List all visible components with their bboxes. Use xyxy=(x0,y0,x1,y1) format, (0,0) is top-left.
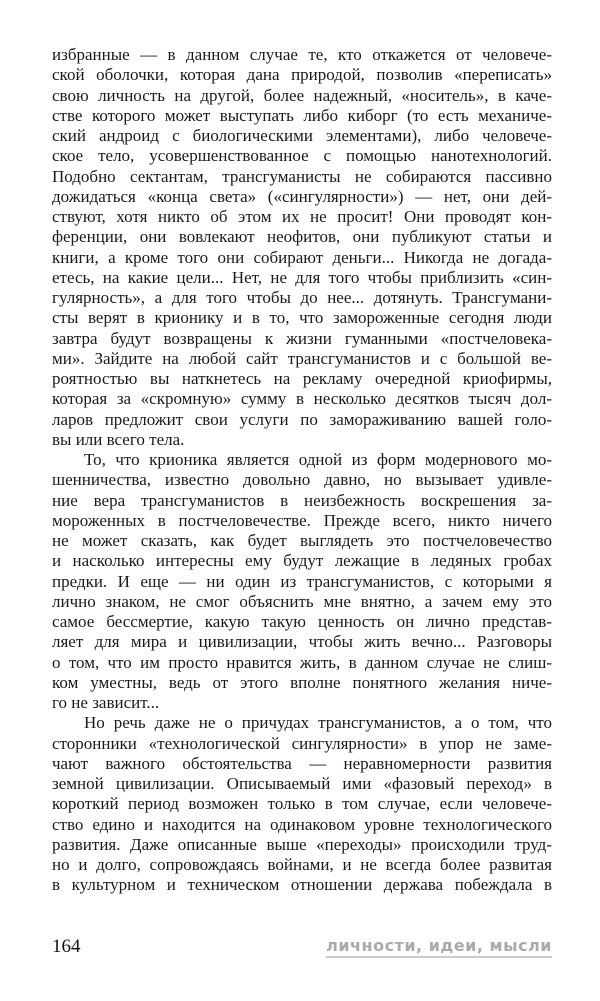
text-line: которая за «скромную» сумму в несколько десятков тысяч дол- xyxy=(52,389,552,409)
text-line: ский андроид с биологическими элементами), либо человече- xyxy=(52,126,552,145)
text-line: ское тело, усовершенствованное с помощью нанотехнологий. xyxy=(52,146,552,166)
text-line: ние вера трансгуманистов в неизбежность воскрешения за- xyxy=(52,490,552,510)
text-line: ской оболочки, которая дана природой, позволив «переписать» xyxy=(52,65,552,85)
text-line: завтра будут возвращены к жизни гуманными «постчеловека- xyxy=(52,328,552,348)
text-line: самое бессмертие, какую такую ценность он лично представ- xyxy=(52,612,552,631)
text-line: вы или всего тела. xyxy=(52,429,185,449)
text-line: Но речь даже не о причудах трансгуманистов, а о том, что xyxy=(84,713,552,733)
text-line: го не зависит... xyxy=(52,693,160,712)
running-title: личности, идеи, мысли xyxy=(326,936,552,958)
paragraph xyxy=(52,713,552,895)
text-line: ком уместны, ведь от этого вполне понятного желания ниче- xyxy=(52,672,552,692)
text-line: избранные — в данном случае те, кто откажется от человече- xyxy=(52,45,552,64)
paragraph xyxy=(52,45,552,450)
paragraph xyxy=(52,450,552,713)
text-line: и насколько интересны ему будут лежащие в ледяных гробах xyxy=(52,551,552,571)
text-line: шенничества, известно довольно давно, но вызывает удивле- xyxy=(52,470,552,490)
text-line: мороженных в постчеловечестве. Прежде всего, никто ничего xyxy=(52,510,552,530)
page-number: 164 xyxy=(52,936,81,957)
text-line: етесь, на какие цели... Нет, не для того чтобы приблизить «син- xyxy=(52,267,552,287)
text-line: ми». Зайдите на любой сайт трансгуманистов и с большой ве- xyxy=(52,348,552,368)
text-line: сты верят в крионику и в то, что замороженные сегодня люди xyxy=(52,308,552,328)
text-line: ство едино и находится на одинаковом уровне технологического xyxy=(52,814,552,834)
text-line: короткий период возможен только в том случае, если человече- xyxy=(52,794,552,814)
text-line: предки. И еще — ни один из трансгуманистов, с которыми я xyxy=(52,571,552,591)
text-line: гулярность», а для того чтобы до нее... дотянуть. Трансгумани- xyxy=(52,288,552,307)
text-line: стве которого может выступать либо киборг (то есть механиче- xyxy=(52,105,552,125)
body-text xyxy=(52,45,552,896)
text-line: земной цивилизации. Описываемый ими «фазовый переход» в xyxy=(52,774,552,793)
text-line: дожидаться «конца света» («сингулярности») — нет, они дей- xyxy=(52,186,552,206)
text-line: о том, что им просто нравится жить, в данном случае не слиш- xyxy=(52,652,552,672)
text-line: чают важного обстоятельства — неравномерности развития xyxy=(52,753,552,773)
text-line: свою личность на другой, более надежный, «носитель», в каче- xyxy=(52,85,552,105)
text-line: Подобно сектантам, трансгуманисты не собираются пассивно xyxy=(52,166,552,186)
text-line: роятностью вы наткнетесь на рекламу очередной криофирмы, xyxy=(52,369,552,388)
text-line: но и долго, сопровождаясь войнами, и не всегда более развитая xyxy=(52,855,552,874)
text-line: ствуют, хотя никто об этом их не просит! Они проводят кон- xyxy=(52,207,552,226)
text-line: в культурном и техническом отношении держава побеждала в xyxy=(52,875,552,895)
text-line: ляет для мира и цивилизации, чтобы жить вечно... Разговоры xyxy=(52,632,552,652)
text-line: лично знаком, не смог объяснить мне внятно, а зачем ему это xyxy=(52,591,552,611)
text-line: развития. Даже описанные выше «переходы» происходили труд- xyxy=(52,834,552,854)
text-line: ларов предложит свои услуги по замораживанию вашей голо- xyxy=(52,409,552,429)
text-line: книги, а кроме того они собирают деньги... Никогда не догада- xyxy=(52,247,552,267)
text-line: сторонники «технологической сингулярности» в упор не заме- xyxy=(52,733,552,753)
text-line: не может сказать, как будет выглядеть это постчеловечество xyxy=(52,531,552,550)
text-line: То, что крионика является одной из форм модернового мо- xyxy=(84,450,552,469)
text-line: ференции, они вовлекают неофитов, они публикуют статьи и xyxy=(52,227,552,247)
